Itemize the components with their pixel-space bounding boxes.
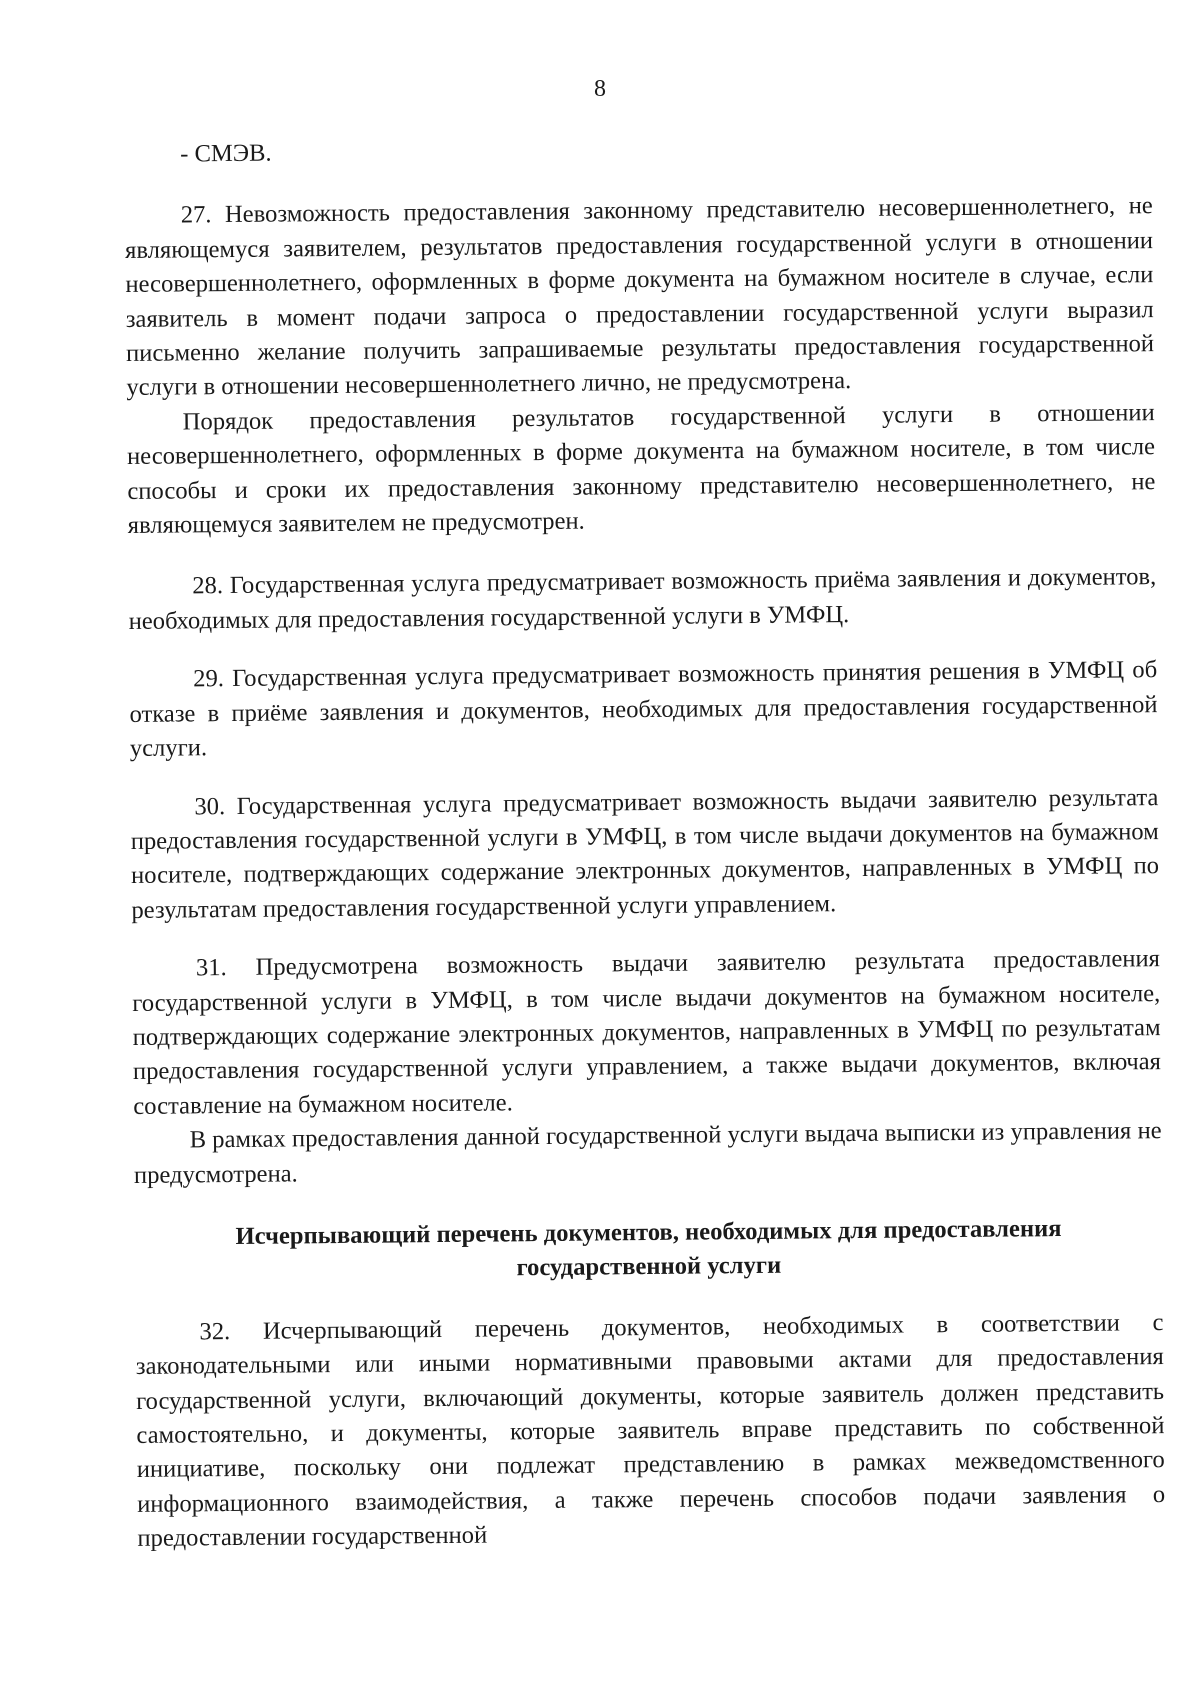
paragraph-32: 32. Исчерпывающий перечень документов, необходимых в соответствии с законодательными или иными нормативными правовыми актами для предоставления государственной услуги, включающий документы, которые заявитель должен представить самостоятельно, и документы, которые заявитель вправе представить по собственной инициативе, поскольку они подлежат представлению в рамках межведомственного информационного взаимодействия, а также перечень способов подачи заявления о предоставлении государственной <box>135 1308 1166 1553</box>
section-heading <box>134 1211 1163 1290</box>
paragraph-31: 31. Предусмотрена возможность выдачи заявителю результата предоставления государственной услуги в УМФЦ, в том числе выдачи документов на бумажном носителе, подтверждающих содержание электронных документов, направленных в УМФЦ по результатам предоставления государственной услуги управлением, а также выдачи документов, включая составление на бумажном носителе. <box>132 945 1162 1120</box>
paragraph-30: 30. Государственная услуга предусматривает возможность выдачи заявителю результата предоставления государственной услуги в УМФЦ, в том числе выдачи документов на бумажном носителе, подтверждающих содержание электронных документов, направленных в УМФЦ по результатам предоставления государственной услуги управлением. <box>130 783 1160 924</box>
document-body <box>124 128 1166 1556</box>
paragraph-27: 27. Невозможность предоставления законному представителю несовершеннолетнего, не являющемуся заявителем, результатов предоставления государственной услуги в отношении несовершеннолетнего, оформленных в форме документа на бумажном носителе в случае, если заявитель в момент подачи запроса о предоставлении государственной услуги выразил письменно желание получить запрашиваемые результаты предоставления государственной услуги в отношении несовершеннолетнего лично, не предусмотрена. <box>124 192 1155 402</box>
paragraph-31-extract: В рамках предоставления данной государственной услуги выдача выписки из управления не предусмотрена. <box>133 1117 1162 1189</box>
page-number: 8 <box>594 76 606 102</box>
paragraph-27-procedure: Порядок предоставления результатов государственной услуги в отношении несовершеннолетнего, оформленных в форме документа на бумажном носителе, в том числе способы и сроки их предоставления законному представителю несовершеннолетнего, не являющемуся заявителем не предусмотрен. <box>126 398 1156 540</box>
section-heading-line-2: государственной услуги <box>516 1252 782 1282</box>
section-heading-line-1: Исчерпывающий перечень документов, необходимых для предоставления <box>235 1215 1062 1250</box>
paragraph-28: 28. Государственная услуга предусматривает возможность приёма заявления и документов, необходимых для предоставления государственной услуги в УМФЦ. <box>128 563 1157 635</box>
paragraph-29: 29. Государственная услуга предусматривает возможность принятия решения в УМФЦ об отказе в приёме заявления и документов, необходимых для предоставления государственной услуги. <box>129 656 1158 763</box>
list-item-smev: - СМЭВ. <box>180 139 272 168</box>
